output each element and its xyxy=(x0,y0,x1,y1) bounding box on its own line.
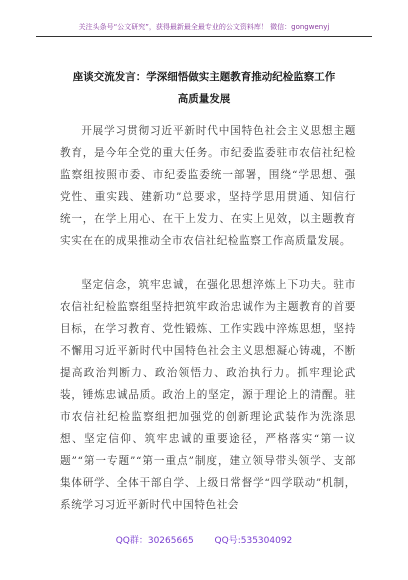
paragraph-2: 坚定信念，筑牢忠诚，在强化思想淬炼上下功夫。驻市农信社纪检监察组坚持把筑牢政治忠诚作为主题教育的首要目标，在学习教育、党性锻炼、工作实践中淬炼思想，坚持不懈用习近平新时代中国特色社会主义思想凝心铸魂，不断提高政治判断力、政治领悟力、政治执行力。抓牢理论武装，锤炼忠诚品质。政治上的坚定，源于理论上的清醒。驻市农信社纪检监察组把加强党的创新理论武装作为洗涤思想、坚定信仰、筑牢忠诚的重要途径，严格落实“第一议题”“第一专题”“第一重点”制度，建立领导带头领学、支部集体研学、全体干部自学、上级日常督学“四学联动”机制，系统学习习近平新时代中国特色社会 xyxy=(60,279,356,511)
paragraph-1: 开展学习贯彻习近平新时代中国特色社会主义思想主题教育，是今年全党的重大任务。市纪委监委驻市农信社纪检监察组按照市委、市纪委监委统一部署，围绕“学思想、强党性、重实践、建新功”总要求，坚持学思用贯通、知信行统一，在学上用心、在干上发力、在实上见效，以主题教育实实在在的成果推动全市农信社纪检监察工作高质量发展。 xyxy=(60,125,356,247)
footer-qq-group: QQ群：30265665 xyxy=(115,536,194,546)
page-footer xyxy=(20,535,388,547)
title-line-1: 座谈交流发言：学深细悟做实主题教育推动纪检监察工作 xyxy=(72,71,336,83)
footer-qq-number: QQ号:535304092 xyxy=(214,536,293,546)
document-title xyxy=(38,66,370,110)
page-header-notice: 关注头条号“公文研究”，获得最新最全最专业的公文资料库！ 微信：gongwenyj xyxy=(78,23,330,31)
document-body xyxy=(60,120,356,516)
title-line-2: 高质量发展 xyxy=(177,93,231,105)
header-divider xyxy=(36,36,372,37)
